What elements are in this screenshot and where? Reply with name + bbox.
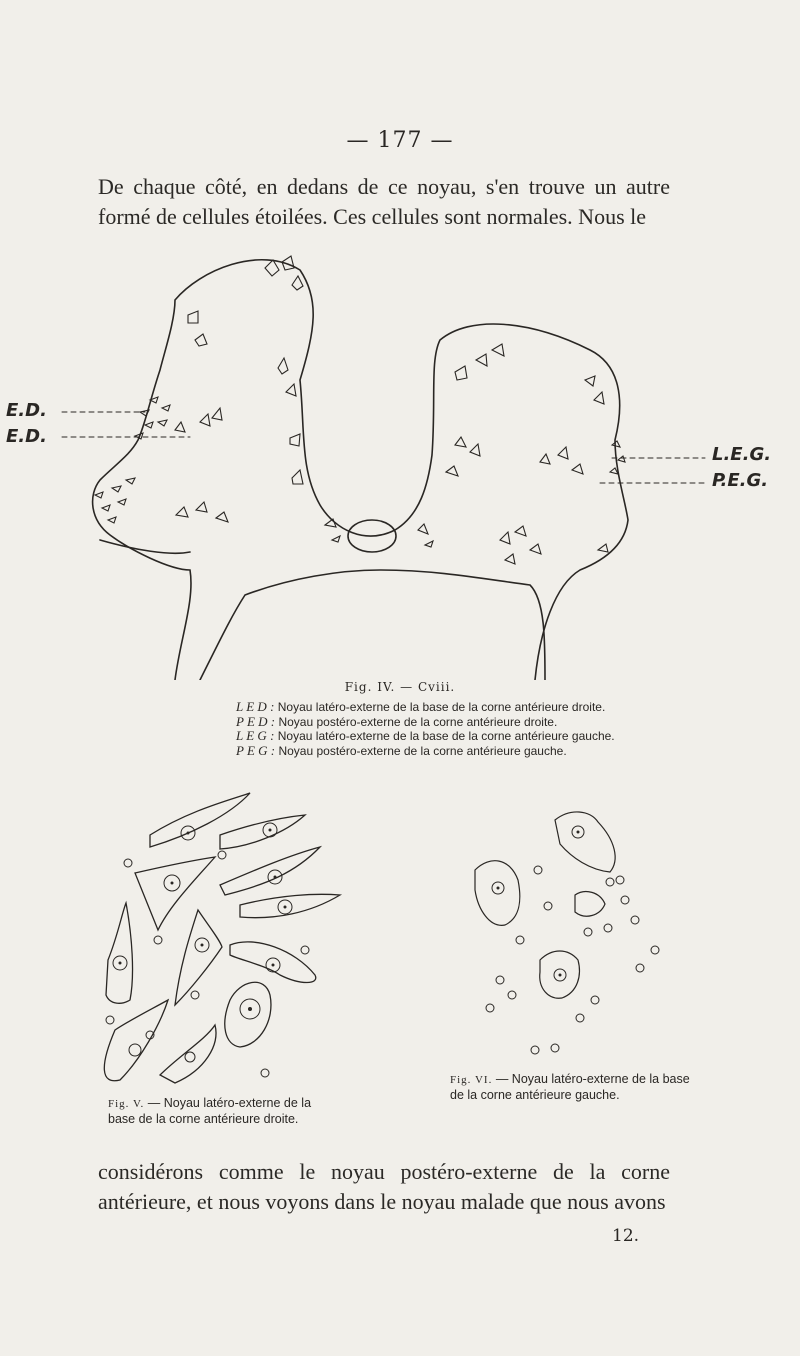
page-number: — 177 — — [346, 128, 454, 153]
signature-number: 12. — [612, 1226, 640, 1246]
legend-row: P E D : Noyau postéro-externe de la corne antérieure droite. — [236, 713, 558, 729]
spinal-cord-drawing — [0, 240, 800, 680]
figure-vi-drawing — [460, 800, 700, 1070]
legend-row: L E D : Noyau latéro-externe de la base de la corne antérieure droite. — [236, 699, 606, 714]
figure-iv-legend — [236, 700, 656, 758]
legend-row: P E G : Noyau postéro-externe de la corne antérieure gauche. — [236, 742, 567, 758]
figure-v-caption — [108, 1096, 328, 1127]
figure-iv-title: Fig. IV. — Cviii. — [344, 680, 456, 694]
figure-vi-label: Fig. VI. — [450, 1074, 493, 1086]
figure-iv — [0, 240, 800, 680]
figure-v — [80, 785, 350, 1095]
label-leg: L.E.G. — [712, 444, 772, 465]
figure-v-label: Fig. V. — [108, 1098, 145, 1110]
legend-row: L E G : Noyau latéro-externe de la base de la corne antérieure gauche. — [236, 728, 615, 743]
figure-v-drawing — [80, 785, 350, 1095]
paragraph-bottom: considérons comme le noyau postéro-externe de la corne antérieure, et nous voyons dans le noyau malade que nous avons — [98, 1159, 670, 1214]
figure-vi-caption-text: — Noyau latéro-externe de la base de la corne antérieure gauche. — [450, 1072, 690, 1102]
figure-iv-caption — [0, 680, 800, 758]
figure-v-caption-text: — Noyau latéro-externe de la base de la corne antérieure droite. — [108, 1096, 312, 1126]
label-peg: P.E.G. — [712, 470, 769, 491]
label-ed-2: E.D. — [6, 426, 47, 447]
label-ed-1: E.D. — [6, 400, 47, 421]
paragraph-top: De chaque côté, en dedans de ce noyau, s'en trouve un autre formé de cellules étoilées. Ces cellules sont normales. Nous le — [98, 174, 670, 229]
figure-vi-caption — [450, 1072, 690, 1103]
figure-vi — [460, 800, 700, 1070]
